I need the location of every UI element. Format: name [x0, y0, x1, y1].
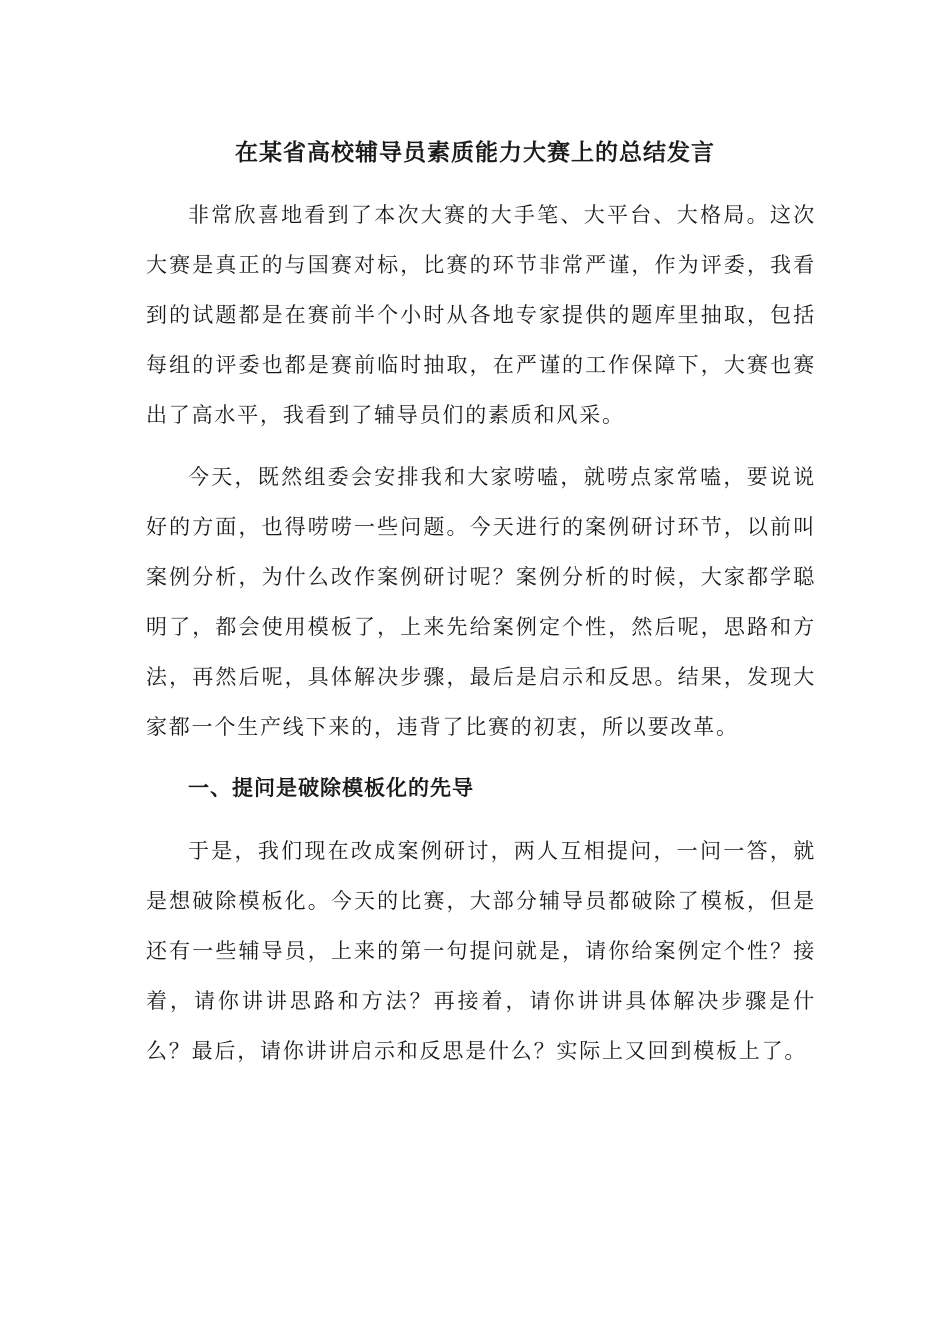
document-title: 在某省高校辅导员素质能力大赛上的总结发言: [235, 139, 715, 166]
paragraph-opening: 非常欣喜地看到了本次大赛的大手笔、大平台、大格局。这次大赛是真正的与国赛对标，比赛的环节非常严谨，作为评委，我看到的试题都是在赛前半个小时从各地专家提供的题库里抽取，包括每组的评委也都是赛前临时抽取，在严谨的工作保障下，大赛也赛出了高水平，我看到了辅导员们的素质和风采。: [146, 203, 816, 427]
section-heading: 一、提问是破除模板化的先导: [188, 775, 474, 800]
paragraph-section-one: 于是，我们现在改成案例研讨，两人互相提问，一问一答，就是想破除模板化。今天的比赛，大部分辅导员都破除了模板，但是还有一些辅导员，上来的第一句提问就是，请你给案例定个性？接着，请你讲讲思路和方法？再接着，请你讲讲具体解决步骤是什么？最后，请你讲讲启示和反思是什么？实际上又回到模板上了。: [146, 839, 816, 1063]
paragraph-case-study: 今天，既然组委会安排我和大家唠嗑，就唠点家常嗑，要说说好的方面，也得唠唠一些问题。今天进行的案例研讨环节，以前叫案例分析，为什么改作案例研讨呢？案例分析的时候，大家都学聪明了，都会使用模板了，上来先给案例定个性，然后呢，思路和方法，再然后呢，具体解决步骤，最后是启示和反思。结果，发现大家都一个生产线下来的，违背了比赛的初衷，所以要改革。: [146, 465, 816, 739]
